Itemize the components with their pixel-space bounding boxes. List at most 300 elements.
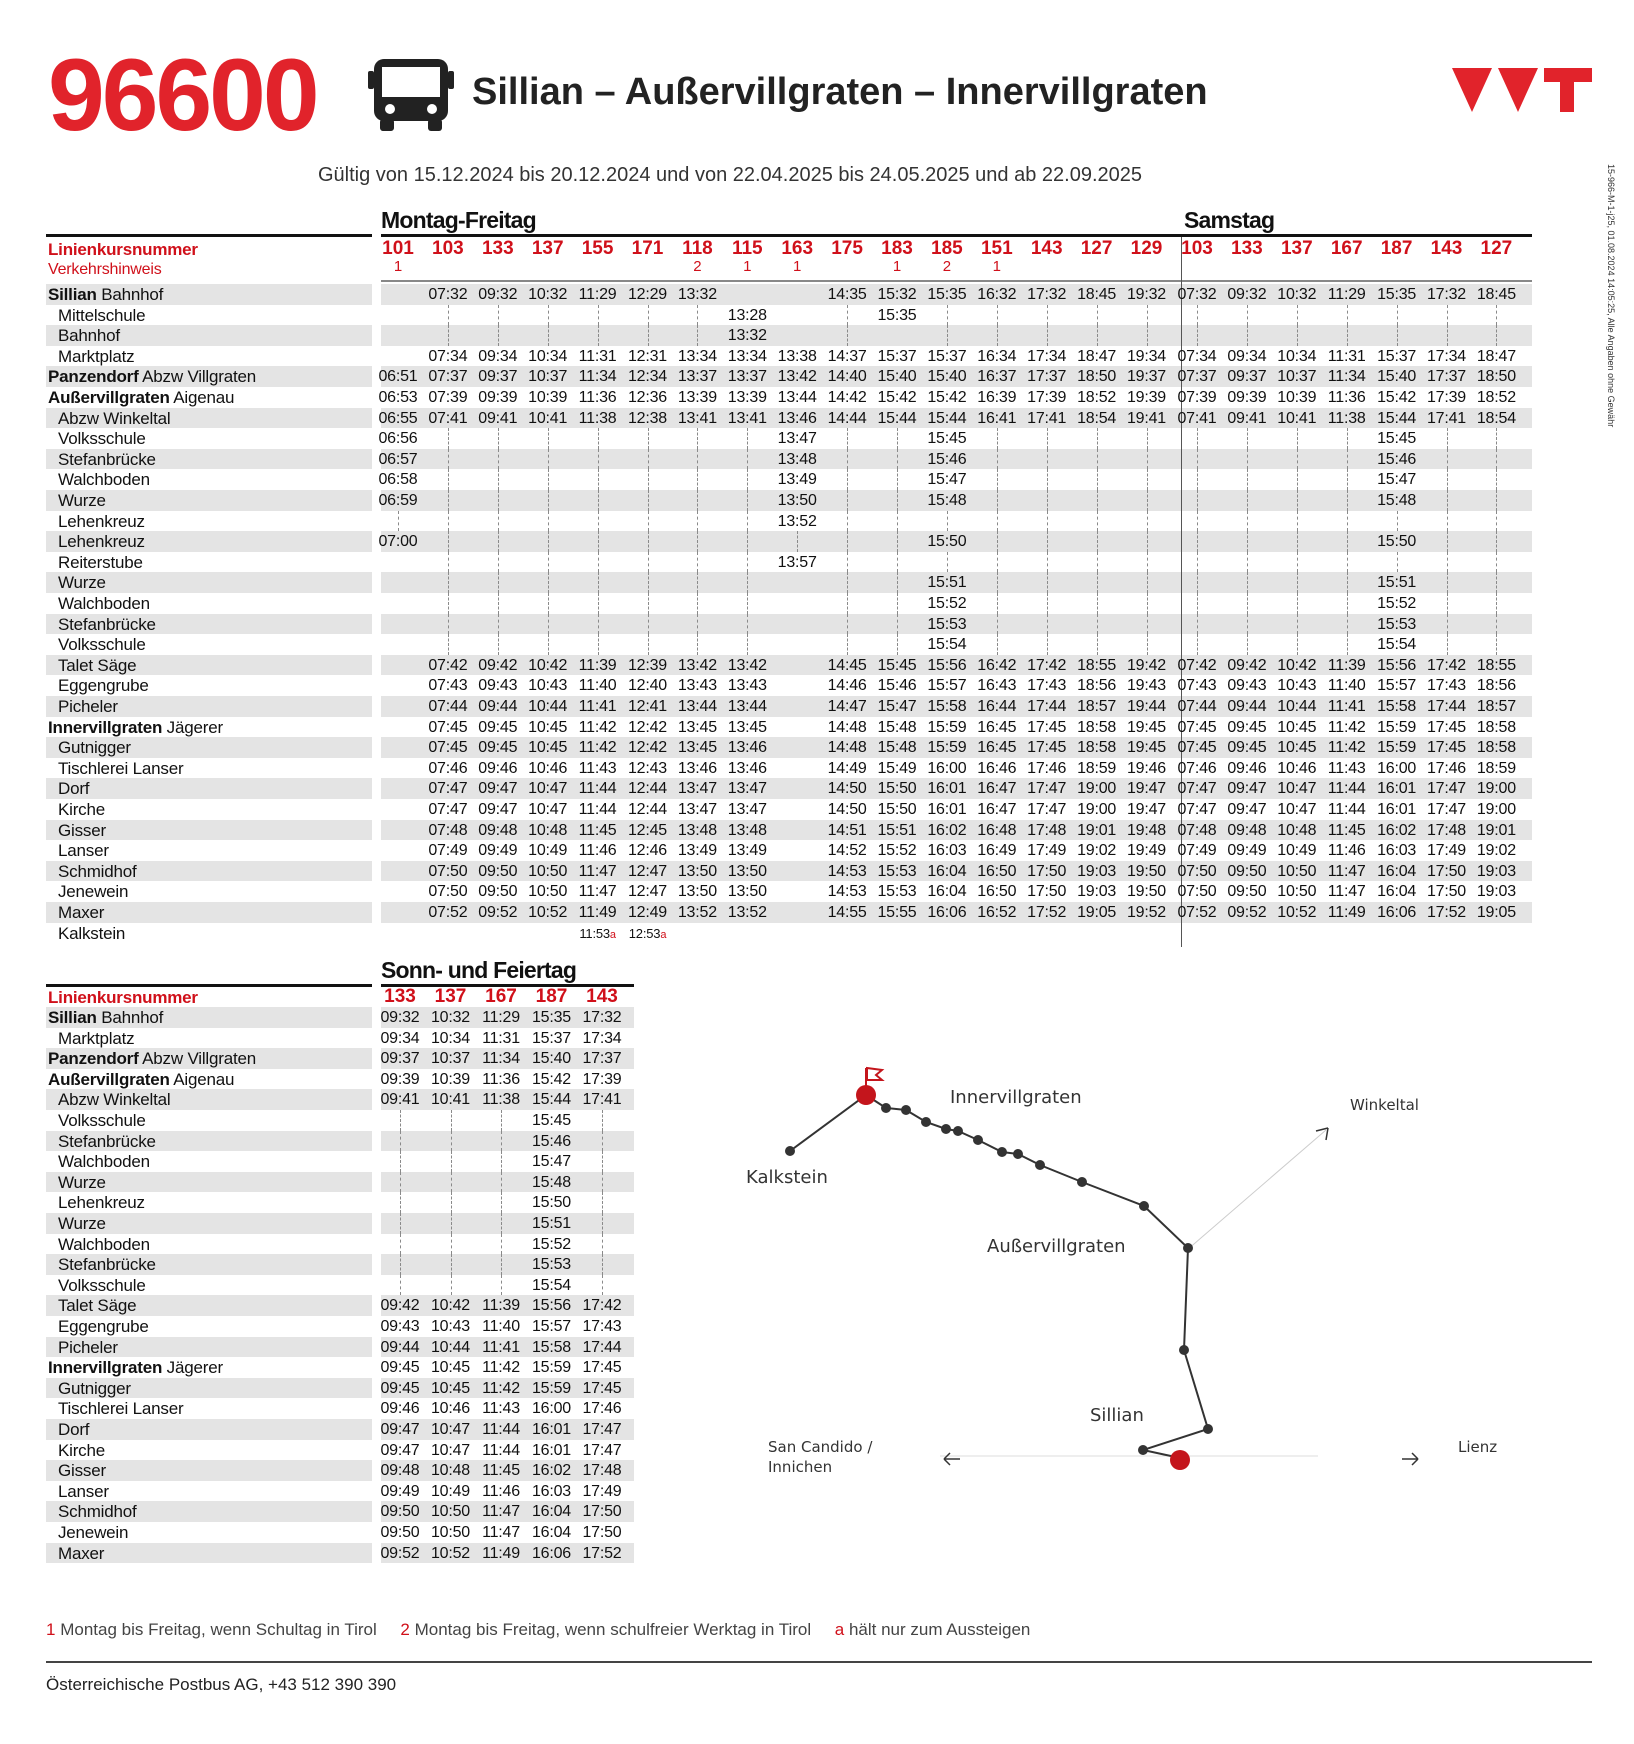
departure-time: 16:06 — [927, 904, 967, 921]
pass-through-line — [1347, 490, 1348, 511]
traffic-hint: 1 — [892, 258, 902, 275]
departure-time: 11:44 — [1327, 780, 1366, 798]
departure-time: 15:44 — [1377, 409, 1417, 427]
departure-time: 16:04 — [927, 883, 967, 901]
pass-through-line — [451, 1213, 452, 1234]
stop-name — [48, 1316, 149, 1337]
departure-time: 11:46 — [578, 842, 617, 860]
stop-place: Gutnigger — [58, 738, 131, 758]
departure-time: 19:47 — [1126, 780, 1167, 798]
departure-time: 11:45 — [482, 1462, 520, 1480]
run-number: 137 — [1280, 238, 1313, 259]
departure-time: 16:45 — [977, 718, 1017, 736]
departure-time: 10:50 — [430, 1503, 471, 1521]
pass-through-line — [1447, 552, 1448, 573]
departure-time: 16:03 — [927, 842, 967, 860]
departure-time: 09:50 — [380, 1503, 420, 1521]
departure-time: 07:32 — [428, 286, 468, 303]
pass-through-line — [1197, 593, 1198, 614]
departure-time: 11:31 — [1327, 347, 1366, 365]
departure-time: 18:45 — [1476, 286, 1516, 303]
pass-through-line — [1197, 449, 1198, 470]
departure-time: 07:43 — [428, 677, 468, 695]
departure-time: 06:56 — [378, 430, 418, 448]
departure-time: 07:47 — [1177, 801, 1217, 818]
departure-time: 14:48 — [827, 739, 867, 757]
departure-time: 13:39 — [727, 389, 767, 406]
stop-place: Mittelschule — [58, 305, 146, 325]
departure-time: 18:56 — [1077, 677, 1117, 695]
departure-time: 07:49 — [1177, 842, 1217, 860]
footnote-2-marker: 2 — [400, 1620, 410, 1639]
stop-place: Schmidhof — [58, 1502, 137, 1522]
departure-time: 15:57 — [1377, 677, 1417, 695]
stop-place: Maxer — [58, 1543, 105, 1563]
pass-through-line — [1496, 593, 1497, 614]
pass-through-line — [1297, 593, 1298, 614]
pass-through-line — [602, 1275, 603, 1296]
departure-time: 18:55 — [1476, 656, 1516, 674]
departure-time: 07:45 — [1177, 739, 1217, 757]
departure-time: 10:46 — [1277, 759, 1317, 777]
pass-through-line — [997, 490, 998, 511]
pass-through-line — [847, 428, 848, 449]
departure-time: 09:41 — [1227, 409, 1267, 427]
departure-time: 09:46 — [1227, 759, 1267, 777]
departure-time: 13:34 — [677, 347, 717, 365]
departure-time: 17:47 — [582, 1421, 622, 1438]
departure-time: 19:05 — [1476, 904, 1516, 921]
departure-time: 19:32 — [1126, 286, 1167, 303]
traffic-hint: 2 — [942, 258, 952, 275]
departure-time: 19:45 — [1126, 739, 1167, 757]
departure-time: 11:47 — [578, 862, 617, 880]
departure-time: 15:54 — [927, 636, 967, 654]
departure-time: 09:47 — [1227, 780, 1267, 798]
departure-time: 07:45 — [428, 718, 468, 736]
departure-time: 17:45 — [582, 1379, 622, 1397]
departure-time: 17:50 — [1426, 883, 1467, 901]
departure-time: 17:46 — [1426, 759, 1467, 777]
pass-through-line — [1447, 634, 1448, 655]
departure-time: 14:53 — [827, 883, 867, 901]
departure-time: 15:52 — [877, 842, 917, 860]
stop-place: Gutnigger — [58, 1378, 131, 1398]
departure-time: 09:48 — [1227, 821, 1267, 839]
departure-time: 15:56 — [1377, 656, 1417, 674]
departure-time: 11:43 — [1327, 759, 1366, 777]
departure-time: 19:01 — [1476, 821, 1516, 839]
stop-name — [48, 1440, 105, 1461]
departure-time: 11:31 — [578, 347, 617, 365]
departure-time: 17:50 — [1027, 862, 1067, 880]
pass-through-line — [1297, 305, 1298, 326]
departure-time: 13:43 — [727, 677, 767, 695]
departure-time: 11:47 — [482, 1503, 520, 1521]
departure-time: 09:32 — [478, 286, 518, 303]
run-number: 137 — [434, 986, 467, 1007]
departure-time: 19:00 — [1476, 780, 1516, 798]
departure-time: 09:32 — [1227, 286, 1267, 303]
departure-time: 18:50 — [1476, 368, 1516, 386]
departure-time: 11:49 — [578, 904, 617, 921]
pass-through-line — [1097, 469, 1098, 490]
departure-time: 17:50 — [582, 1503, 622, 1521]
departure-time: 18:58 — [1077, 718, 1117, 736]
pass-through-line — [1347, 428, 1348, 449]
departure-time: 16:44 — [977, 698, 1017, 715]
sunday-timetable — [0, 0, 700, 1600]
departure-time: 13:47 — [727, 780, 767, 798]
traffic-hint: 1 — [393, 258, 403, 275]
footnote-2-text: Montag bis Freitag, wenn schulfreier Werktag in Tirol — [414, 1620, 812, 1639]
stop-place: Gisser — [58, 820, 106, 840]
departure-time: 10:44 — [1277, 698, 1317, 715]
stop-name — [48, 1131, 156, 1152]
departure-time: 17:50 — [582, 1524, 622, 1541]
pass-through-line — [1197, 428, 1198, 449]
departure-time: 13:42 — [777, 368, 817, 386]
departure-time: 09:45 — [380, 1359, 420, 1377]
departure-time: 11:31 — [482, 1029, 520, 1047]
departure-time: 16:42 — [977, 656, 1017, 674]
map-label-winkeltal: Winkeltal — [1350, 1096, 1419, 1114]
stop-place: Wurze — [58, 1172, 106, 1192]
stop-name — [48, 1295, 136, 1316]
stop-place: Walchboden — [58, 1234, 150, 1254]
pass-through-line — [1247, 469, 1248, 490]
terminus-innervillgraten — [856, 1085, 876, 1105]
pass-through-line — [602, 1172, 603, 1193]
departure-time: 15:59 — [927, 718, 967, 736]
departure-time: 09:46 — [380, 1400, 420, 1418]
pass-through-line — [1247, 593, 1248, 614]
pass-through-line — [1247, 552, 1248, 573]
stop-place: Lehenkreuz — [58, 532, 145, 552]
departure-time: 07:52 — [428, 904, 468, 921]
pass-through-line — [1147, 325, 1148, 346]
departure-time: 16:01 — [531, 1441, 572, 1459]
departure-time-value: 12:53 — [628, 925, 661, 941]
pass-through-line — [501, 1192, 502, 1213]
departure-time: 14:53 — [827, 862, 867, 880]
pass-through-line — [1097, 449, 1098, 470]
departure-time: 07:48 — [1177, 821, 1217, 839]
run-number: 137 — [531, 238, 564, 259]
operator-contact: Österreichische Postbus AG, +43 512 390 390 — [46, 1675, 397, 1694]
pass-through-line — [1247, 449, 1248, 470]
departure-time: 17:50 — [1426, 862, 1467, 880]
departure-time: 12:40 — [627, 677, 668, 695]
departure-time: 16:04 — [1377, 862, 1417, 880]
departure-time: 07:50 — [1177, 883, 1217, 901]
saturday-title: Samstag — [1184, 207, 1275, 233]
departure-time: 10:46 — [430, 1400, 471, 1418]
departure-time: 07:47 — [428, 780, 468, 798]
departure-time: 19:42 — [1126, 656, 1167, 674]
pass-through-line — [1047, 305, 1048, 326]
departure-time: 12:41 — [627, 698, 668, 715]
departure-time: 17:48 — [1426, 821, 1467, 839]
pass-through-line — [1347, 531, 1348, 552]
departure-time: 10:45 — [1277, 718, 1317, 736]
departure-time: 14:35 — [827, 286, 867, 303]
row-shade-times — [381, 1172, 634, 1193]
pass-through-line — [747, 469, 748, 490]
departure-time: 16:50 — [977, 862, 1017, 880]
departure-time: 10:42 — [430, 1297, 471, 1315]
departure-time: 11:46 — [1327, 842, 1366, 860]
departure-time: 17:34 — [582, 1029, 622, 1047]
pass-through-line — [1347, 325, 1348, 346]
departure-time: 14:47 — [827, 698, 867, 715]
departure-time: 17:42 — [582, 1297, 622, 1315]
stop-place: Walchboden — [58, 1152, 150, 1172]
departure-time: 17:34 — [1027, 347, 1067, 365]
pass-through-line — [451, 1172, 452, 1193]
departure-time: 15:59 — [1377, 718, 1417, 736]
pass-through-line — [747, 511, 748, 532]
row-shade-label — [46, 1419, 372, 1440]
pass-through-line — [997, 428, 998, 449]
run-number: 133 — [1231, 238, 1263, 259]
pass-through-line — [1097, 614, 1098, 635]
departure-time: 15:58 — [531, 1338, 572, 1356]
pass-through-line — [1147, 531, 1148, 552]
run-number: 118 — [682, 238, 713, 259]
departure-time: 16:00 — [1377, 759, 1417, 777]
pass-through-line — [1147, 449, 1148, 470]
departure-time: 07:42 — [428, 656, 468, 674]
run-number: 187 — [1380, 238, 1413, 259]
pass-through-line — [1496, 469, 1497, 490]
stop-place: Jägerer — [162, 717, 223, 737]
departure-time: 07:46 — [1177, 759, 1217, 777]
pass-through-line — [1047, 325, 1048, 346]
departure-time: 15:37 — [531, 1029, 572, 1047]
departure-time: 10:34 — [528, 347, 568, 365]
stop-name — [48, 1481, 109, 1502]
departure-time: 07:50 — [428, 883, 468, 901]
departure-time: 10:41 — [528, 409, 568, 427]
departure-time: 17:45 — [1027, 718, 1067, 736]
pass-through-line — [1197, 469, 1198, 490]
stop-name — [48, 1357, 223, 1378]
pass-through-line — [1347, 305, 1348, 326]
departure-time: 10:52 — [430, 1544, 471, 1562]
departure-time: 11:29 — [578, 286, 617, 303]
departure-time: 17:41 — [1027, 409, 1067, 427]
pass-through-line — [897, 531, 898, 552]
pass-through-line — [847, 634, 848, 655]
pass-through-line — [1097, 490, 1098, 511]
pass-through-line — [847, 511, 848, 532]
departure-time: 19:02 — [1476, 842, 1516, 860]
stop-place: Kalkstein — [58, 923, 126, 943]
departure-time: 13:49 — [727, 842, 767, 860]
stop-place: Schmidhof — [58, 861, 137, 881]
departure-time: 17:47 — [1027, 780, 1067, 798]
departure-time: 09:43 — [478, 677, 518, 695]
departure-time: 07:50 — [428, 862, 468, 880]
pass-through-line — [1496, 490, 1497, 511]
departure-time: 16:03 — [531, 1482, 572, 1500]
pass-through-line — [1247, 511, 1248, 532]
run-number: 103 — [1181, 238, 1213, 259]
stop-name — [48, 1151, 150, 1172]
departure-time: 15:59 — [531, 1379, 572, 1397]
stop-place: Walchboden — [58, 470, 150, 490]
departure-time: 14:48 — [827, 718, 867, 736]
stop-name — [48, 1337, 118, 1358]
pass-through-line — [501, 1234, 502, 1255]
pass-through-line — [1247, 490, 1248, 511]
pass-through-line — [747, 552, 748, 573]
pass-through-line — [747, 428, 748, 449]
pass-through-line — [1197, 614, 1198, 635]
departure-time: 17:50 — [1027, 883, 1067, 901]
pass-through-line — [1147, 593, 1148, 614]
departure-time: 09:48 — [380, 1462, 420, 1480]
departure-time: 16:04 — [927, 862, 967, 880]
pass-through-line — [501, 1213, 502, 1234]
pass-through-line — [997, 469, 998, 490]
departure-time: 15:51 — [531, 1215, 572, 1232]
departure-time: 13:37 — [727, 368, 767, 386]
departure-time: 13:46 — [727, 759, 767, 777]
departure-time: 15:40 — [927, 368, 967, 386]
departure-time: 17:47 — [1426, 801, 1467, 818]
pass-through-line — [1147, 552, 1148, 573]
pass-through-line — [1147, 469, 1148, 490]
pass-through-line — [451, 1131, 452, 1152]
linienkursnummer-label: Linienkursnummer — [48, 988, 198, 1007]
departure-time: 09:52 — [380, 1544, 420, 1562]
departure-time: 09:39 — [380, 1070, 420, 1088]
departure-time: 13:52 — [777, 512, 817, 530]
traffic-hint: 1 — [992, 258, 1001, 275]
departure-time: 17:47 — [1027, 801, 1067, 818]
departure-time: 11:38 — [578, 409, 617, 427]
pass-through-line — [1097, 572, 1098, 593]
departure-time: 14:45 — [827, 656, 867, 674]
pass-through-line — [602, 1254, 603, 1275]
departure-time: 13:52 — [727, 904, 767, 921]
stop-town: Innervillgraten — [48, 717, 163, 737]
departure-time: 11:41 — [578, 698, 617, 715]
departure-time: 17:37 — [582, 1050, 622, 1068]
departure-time: 09:34 — [478, 347, 518, 365]
departure-time: 17:49 — [582, 1482, 622, 1500]
departure-time: 17:41 — [582, 1091, 622, 1109]
stop-name — [48, 1048, 256, 1069]
departure-time: 17:41 — [1426, 409, 1467, 427]
departure-time: 07:37 — [1177, 368, 1217, 386]
departure-time: 09:50 — [1227, 883, 1267, 901]
pass-through-line — [947, 325, 948, 346]
departure-time: 10:50 — [528, 883, 568, 901]
departure-time: 16:43 — [977, 677, 1017, 695]
departure-time: 10:52 — [528, 904, 568, 921]
departure-time: 07:45 — [1177, 718, 1217, 736]
departure-time: 13:57 — [777, 553, 817, 571]
run-number: 143 — [1430, 238, 1463, 259]
departure-time: 19:03 — [1476, 883, 1516, 901]
departure-time: 17:47 — [1426, 780, 1467, 798]
stop-name — [48, 1275, 146, 1296]
departure-time: 07:00 — [378, 533, 418, 551]
departure-time: 07:48 — [428, 821, 468, 839]
departure-time: 13:47 — [677, 801, 717, 818]
stop-place: Dorf — [58, 1420, 90, 1439]
departure-time: 15:47 — [1377, 471, 1417, 489]
pass-through-line — [1247, 305, 1248, 326]
pass-through-line — [1496, 325, 1497, 346]
departure-time: 11:42 — [578, 739, 617, 757]
departure-time: 11:41 — [1327, 698, 1366, 715]
pass-through-line — [1397, 325, 1398, 346]
departure-time: 17:48 — [1027, 821, 1067, 839]
departure-time: 17:39 — [1027, 389, 1067, 406]
departure-time: 13:48 — [777, 450, 817, 468]
departure-time: 19:02 — [1077, 842, 1117, 860]
pass-through-line — [1447, 614, 1448, 635]
footnote-1-text: Montag bis Freitag, wenn Schultag in Tirol — [60, 1620, 377, 1639]
stop-name — [48, 1213, 106, 1234]
run-number: 155 — [581, 238, 614, 259]
pass-through-line — [1347, 634, 1348, 655]
pass-through-line — [1047, 428, 1048, 449]
departure-time: 13:47 — [677, 780, 717, 798]
departure-time: 17:49 — [1426, 842, 1467, 860]
departure-time: 11:44 — [482, 1421, 520, 1438]
departure-time: 13:50 — [727, 862, 767, 880]
map-label-sillian: Sillian — [1090, 1405, 1144, 1426]
stop-place: Stefanbrücke — [58, 1131, 156, 1151]
departure-time: 13:47 — [727, 801, 767, 818]
departure-time: 09:47 — [478, 780, 518, 798]
stop-place: Bahnhof — [58, 326, 120, 346]
pass-through-line — [501, 1275, 502, 1296]
departure-time: 17:43 — [1426, 677, 1467, 695]
departure-time: 15:44 — [531, 1091, 572, 1109]
departure-time: 16:41 — [977, 409, 1017, 427]
pass-through-line — [747, 614, 748, 635]
stop-place: Jenewein — [58, 1523, 129, 1542]
arrow-left-icon — [944, 1453, 960, 1465]
pass-through-line — [847, 305, 848, 326]
departure-time: 18:57 — [1476, 698, 1516, 715]
departure-time: 13:50 — [677, 883, 717, 901]
departure-time: 09:39 — [1227, 389, 1267, 406]
pass-through-line — [451, 1192, 452, 1213]
departure-time: 15:42 — [927, 389, 967, 406]
departure-time: 09:49 — [478, 842, 518, 860]
departure-time: 15:52 — [531, 1235, 572, 1253]
departure-time: 09:41 — [478, 409, 518, 427]
pass-through-line — [1297, 490, 1298, 511]
departure-time: 16:06 — [1377, 904, 1417, 921]
departure-time: 09:44 — [478, 698, 518, 715]
footnote-1-marker: 1 — [46, 1620, 56, 1639]
pass-through-line — [501, 1254, 502, 1275]
departure-time: 13:50 — [677, 862, 717, 880]
pass-through-line — [1247, 325, 1248, 346]
pass-through-line — [1197, 325, 1198, 346]
pass-through-line — [1447, 490, 1448, 511]
stop-place: Volksschule — [58, 635, 146, 655]
departure-time: 10:50 — [1277, 862, 1317, 880]
